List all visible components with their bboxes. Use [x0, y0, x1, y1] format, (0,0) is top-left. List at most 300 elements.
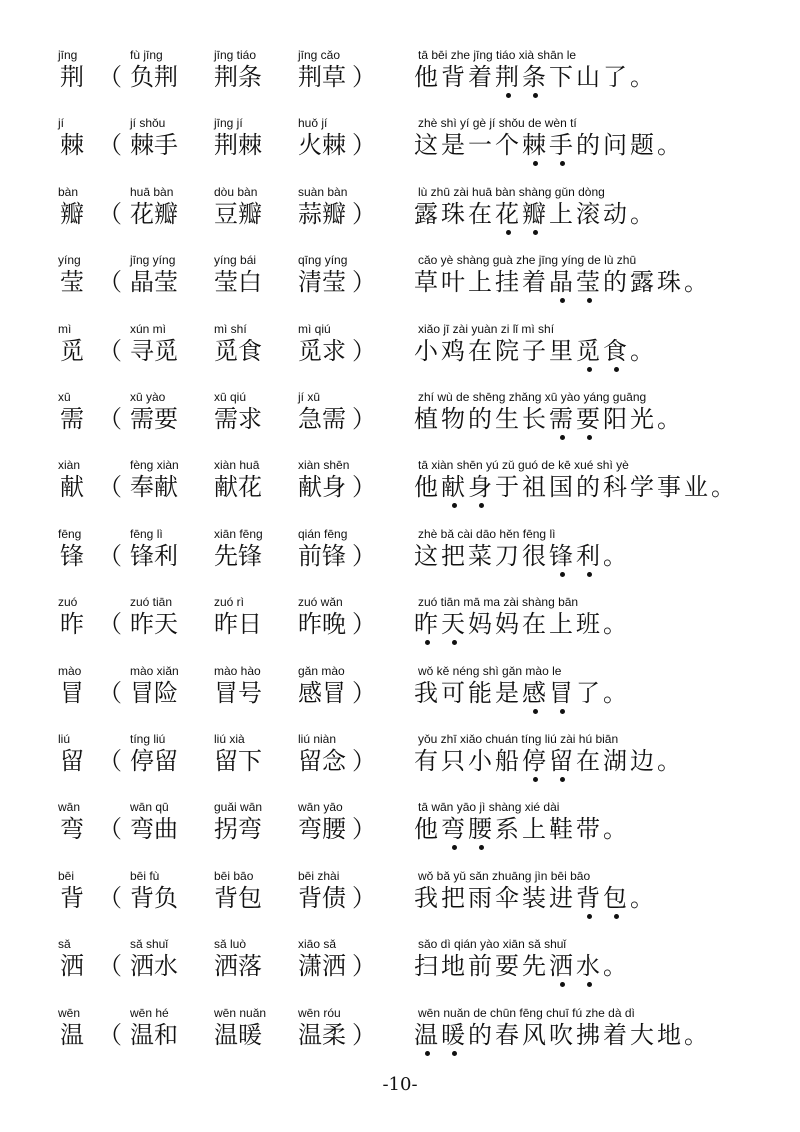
sentence-char: 瓣 [522, 199, 549, 228]
sentence-char: 。 [657, 131, 684, 160]
sentence-char: 只 [441, 747, 468, 775]
open-paren: （ [98, 63, 122, 91]
char-pinyin: xū [58, 390, 71, 404]
sentence-char: 这 [414, 131, 441, 160]
sentence-char: 国 [549, 473, 576, 502]
sentence-char: 前 [468, 952, 495, 981]
word2-pinyin: xū qiú [214, 390, 247, 404]
word3-pinyin: suàn bàn [298, 184, 348, 199]
sentence-pinyin: tā xiàn shēn yú zǔ guó de kē xué shì yè [418, 458, 629, 473]
sentence-char: 是 [441, 131, 468, 160]
word2: 背包 [214, 883, 262, 912]
word1-pinyin: xún mì [130, 321, 167, 336]
sentence-char: 业 [684, 473, 711, 502]
sentence-char: 冒 [549, 678, 576, 707]
word3-pinyin: bēi zhài [298, 868, 340, 883]
sentence-char: 荆 [495, 63, 522, 91]
close-paren: ） [352, 63, 376, 91]
target-character: 冒 [60, 678, 84, 707]
sentence-char: 。 [630, 63, 657, 91]
word3-pinyin: jīng cǎo [298, 48, 341, 62]
example-sentence [414, 404, 684, 434]
sentence-pinyin: tā bēi zhe jīng tiáo xià shān le [418, 48, 577, 62]
sentence-char: 植 [414, 405, 441, 433]
vocab-row [0, 322, 800, 390]
sentence-char: 露 [630, 268, 657, 297]
sentence-char: 着 [603, 1020, 630, 1049]
sentence-char: 伞 [495, 883, 522, 912]
example-sentence [414, 267, 711, 297]
word1-pinyin: bēi fù [130, 868, 160, 883]
sentence-char: 的 [603, 268, 630, 297]
close-paren: ） [352, 952, 376, 981]
sentence-char: 停 [522, 747, 549, 775]
vocab-row [0, 390, 800, 458]
sentence-char: 我 [414, 678, 441, 707]
sentence-char: 着 [522, 268, 549, 297]
word1: 温和 [130, 1020, 178, 1049]
sentence-char: 地 [441, 952, 468, 981]
sentence-char: 在 [468, 336, 495, 365]
sentence-char: 船 [495, 747, 522, 775]
word2-pinyin: yíng bái [214, 253, 257, 268]
word3-pinyin: qián fēng [298, 526, 348, 541]
word2-pinyin: sǎ luò [214, 937, 247, 952]
sentence-char: 装 [522, 883, 549, 912]
open-paren: （ [98, 1020, 122, 1049]
sentence-char: 妈 [468, 610, 495, 639]
word1: 奉献 [130, 473, 178, 502]
open-paren: （ [98, 678, 122, 707]
sentence-char: 包 [603, 883, 630, 912]
word1-pinyin: jí shǒu [130, 116, 166, 131]
target-character: 昨 [60, 610, 84, 639]
close-paren: ） [352, 131, 376, 160]
vocab-row [0, 595, 800, 663]
word2-pinyin: jīng jí [214, 116, 243, 131]
sentence-char: 妈 [495, 610, 522, 639]
target-character: 瓣 [60, 199, 84, 228]
word3-pinyin: mì qiú [298, 321, 331, 336]
sentence-char: 刀 [495, 541, 522, 570]
word1-pinyin: sǎ shuǐ [130, 937, 169, 952]
sentence-char: 我 [414, 883, 441, 912]
open-paren: （ [98, 883, 122, 912]
sentence-char: 手 [549, 131, 576, 160]
target-character: 留 [60, 747, 84, 775]
example-sentence [414, 541, 630, 571]
sentence-char: 。 [684, 1020, 711, 1049]
sentence-char: 阳 [603, 405, 630, 433]
open-paren: （ [98, 541, 122, 570]
sentence-char: 珠 [441, 199, 468, 228]
word3: 火棘 [298, 131, 346, 160]
close-paren: ） [352, 678, 376, 707]
sentence-char: 小 [414, 336, 441, 365]
sentence-char: 带 [576, 815, 603, 844]
sentence-char: 挂 [495, 268, 522, 297]
example-sentence [414, 609, 630, 639]
word2: 洒落 [214, 952, 262, 981]
word2: 荆棘 [214, 131, 262, 160]
close-paren: ） [352, 1020, 376, 1049]
sentence-char: 了 [576, 678, 603, 707]
word1-pinyin: xū yào [130, 390, 166, 404]
char-pinyin: mào [58, 663, 82, 678]
word1: 冒险 [130, 678, 178, 707]
sentence-char: 鞋 [549, 815, 576, 844]
char-pinyin: zuó [58, 595, 78, 610]
word2: 豆瓣 [214, 199, 262, 228]
word2: 先锋 [214, 541, 262, 570]
vocab-row [0, 869, 800, 937]
char-pinyin: xiàn [58, 458, 81, 473]
target-character: 觅 [60, 336, 84, 365]
example-sentence [414, 678, 630, 708]
word2-pinyin: dòu bàn [214, 184, 258, 199]
sentence-char: 科 [603, 473, 630, 502]
vocab-row [0, 937, 800, 1005]
word3-pinyin: qīng yíng [298, 253, 348, 268]
close-paren: ） [352, 268, 376, 297]
sentence-char: 。 [603, 610, 630, 639]
word3-pinyin: liú niàn [298, 732, 337, 746]
close-paren: ） [352, 336, 376, 365]
sentence-char: 雨 [468, 883, 495, 912]
sentence-char: 在 [576, 747, 603, 775]
sentence-char: 利 [576, 541, 603, 570]
sentence-char: 。 [657, 405, 684, 433]
word2-pinyin: mì shí [214, 321, 247, 336]
sentence-char: 事 [657, 473, 684, 502]
word3-pinyin: gǎn mào [298, 663, 345, 678]
sentence-char: 。 [630, 336, 657, 365]
target-character: 需 [60, 405, 84, 433]
sentence-char: 长 [522, 405, 549, 433]
word3-pinyin: zuó wǎn [298, 595, 343, 610]
example-sentence [414, 1020, 711, 1050]
sentence-char: 锋 [549, 541, 576, 570]
sentence-pinyin: xiǎo jī zài yuàn zi lǐ mì shí [418, 321, 555, 336]
word2: 温暖 [214, 1020, 262, 1049]
sentence-char: 洒 [549, 952, 576, 981]
sentence-char: 拂 [576, 1020, 603, 1049]
sentence-char: 。 [603, 541, 630, 570]
word3: 蒜瓣 [298, 199, 346, 228]
sentence-char: 露 [414, 199, 441, 228]
sentence-pinyin: lù zhū zài huā bàn shàng gǔn dòng [418, 184, 605, 199]
sentence-char: 花 [495, 199, 522, 228]
vocab-row [0, 253, 800, 321]
word1-pinyin: fù jīng [130, 48, 163, 62]
vocab-row [0, 116, 800, 184]
word2: 莹白 [214, 268, 262, 297]
word2-pinyin: mào hào [214, 663, 261, 678]
char-pinyin: wēn [58, 1005, 81, 1020]
target-character: 棘 [60, 131, 84, 160]
sentence-pinyin: wēn nuǎn de chūn fēng chuī fú zhe dà dì [418, 1005, 635, 1020]
sentence-char: 上 [522, 815, 549, 844]
sentence-pinyin: wǒ kě néng shì gǎn mào le [418, 663, 562, 678]
close-paren: ） [352, 541, 376, 570]
word3: 潇洒 [298, 952, 346, 981]
example-sentence [414, 472, 738, 502]
sentence-char: 很 [522, 541, 549, 570]
sentence-char: 水 [576, 952, 603, 981]
word3-pinyin: huǒ jí [298, 116, 328, 131]
open-paren: （ [98, 473, 122, 502]
sentence-char: 晶 [549, 268, 576, 297]
sentence-char: 昨 [414, 610, 441, 639]
sentence-char: 个 [495, 131, 522, 160]
sentence-char: 菜 [468, 541, 495, 570]
example-sentence [414, 746, 684, 776]
sentence-pinyin: zhí wù de shēng zhǎng xū yào yáng guāng [418, 390, 647, 404]
sentence-char: 。 [711, 473, 738, 502]
word2-pinyin: jīng tiáo [214, 48, 257, 62]
word3: 感冒 [298, 678, 346, 707]
sentence-char: 。 [603, 678, 630, 707]
sentence-char: 棘 [522, 131, 549, 160]
sentence-char: 风 [522, 1020, 549, 1049]
sentence-char: 下 [549, 63, 576, 91]
vocab-row [0, 458, 800, 526]
sentence-char: 要 [576, 405, 603, 433]
sentence-char: 身 [468, 473, 495, 502]
word2-pinyin: xiàn huā [214, 458, 260, 473]
example-sentence [414, 62, 657, 92]
vocab-row [0, 1006, 800, 1074]
sentence-char: 小 [468, 747, 495, 775]
sentence-char: 是 [495, 678, 522, 707]
word1: 昨天 [130, 610, 178, 639]
sentence-char: 他 [414, 473, 441, 502]
sentence-pinyin: wǒ bǎ yǔ sǎn zhuāng jìn bēi bāo [418, 868, 591, 883]
sentence-char: 了 [603, 63, 630, 91]
sentence-char: 他 [414, 815, 441, 844]
sentence-char: 。 [603, 815, 630, 844]
char-pinyin: mì [58, 321, 72, 336]
word1-pinyin: wān qū [130, 800, 169, 815]
word1: 寻觅 [130, 336, 178, 365]
sentence-char: 先 [522, 952, 549, 981]
word2: 昨日 [214, 610, 262, 639]
sentence-char: 于 [495, 473, 522, 502]
sentence-pinyin: zhè shì yí gè jí shǒu de wèn tí [418, 116, 577, 131]
sentence-char: 。 [630, 883, 657, 912]
vocab-row [0, 185, 800, 253]
sentence-char: 的 [576, 131, 603, 160]
word1: 棘手 [130, 131, 178, 160]
word2-pinyin: bēi bāo [214, 868, 254, 883]
word2: 冒号 [214, 678, 262, 707]
sentence-char: 背 [441, 63, 468, 91]
sentence-char: 吹 [549, 1020, 576, 1049]
word1-pinyin: wēn hé [130, 1005, 169, 1020]
word2-pinyin: wēn nuǎn [214, 1005, 267, 1020]
word3: 前锋 [298, 541, 346, 570]
sentence-char: 鸡 [441, 336, 468, 365]
sentence-char: 他 [414, 63, 441, 91]
sentence-char: 。 [603, 952, 630, 981]
word3: 急需 [298, 405, 346, 433]
target-character: 献 [60, 473, 84, 502]
word1-pinyin: huā bàn [130, 184, 174, 199]
char-pinyin: yíng [58, 253, 81, 268]
sentence-char: 。 [630, 199, 657, 228]
sentence-char: 的 [468, 1020, 495, 1049]
word3: 昨晚 [298, 610, 346, 639]
word2: 留下 [214, 747, 262, 775]
word3: 献身 [298, 473, 346, 502]
open-paren: （ [98, 610, 122, 639]
target-character: 背 [60, 883, 84, 912]
vocab-row [0, 800, 800, 868]
word3-pinyin: xiāo sǎ [298, 937, 337, 952]
sentence-char: 叶 [441, 268, 468, 297]
sentence-char: 上 [468, 268, 495, 297]
sentence-char: 边 [630, 747, 657, 775]
char-pinyin: wān [58, 800, 81, 815]
word3: 清莹 [298, 268, 346, 297]
target-character: 荆 [60, 63, 84, 91]
sentence-pinyin: cǎo yè shàng guà zhe jīng yíng de lù zhū [418, 253, 637, 268]
target-character: 洒 [60, 952, 84, 981]
word2: 觅食 [214, 336, 262, 365]
target-character: 温 [60, 1020, 84, 1049]
char-pinyin: jí [58, 116, 64, 131]
sentence-char: 湖 [603, 747, 630, 775]
sentence-pinyin: zuó tiān mā ma zài shàng bān [418, 595, 579, 610]
open-paren: （ [98, 815, 122, 844]
sentence-char: 滚 [576, 199, 603, 228]
vocab-row [0, 732, 800, 800]
sentence-char: 有 [414, 747, 441, 775]
sentence-char: 题 [630, 131, 657, 160]
word2: 需求 [214, 405, 262, 433]
sentence-char: 把 [441, 883, 468, 912]
sentence-char: 系 [495, 815, 522, 844]
char-pinyin: liú [58, 732, 71, 746]
sentence-char: 在 [468, 199, 495, 228]
sentence-char: 进 [549, 883, 576, 912]
sentence-char: 着 [468, 63, 495, 91]
sentence-char: 。 [684, 268, 711, 297]
sentence-char: 温 [414, 1020, 441, 1049]
sentence-char: 把 [441, 541, 468, 570]
sentence-char: 山 [576, 63, 603, 91]
char-pinyin: bàn [58, 184, 79, 199]
word3: 荆草 [298, 63, 346, 91]
sentence-pinyin: sǎo dì qián yào xiān sǎ shuǐ [418, 937, 567, 952]
sentence-char: 祖 [522, 473, 549, 502]
sentence-char: 可 [441, 678, 468, 707]
sentence-char: 的 [576, 473, 603, 502]
word2: 拐弯 [214, 815, 262, 844]
sentence-char: 生 [495, 405, 522, 433]
word1: 背负 [130, 883, 178, 912]
word3-pinyin: xiàn shēn [298, 458, 350, 473]
word2: 荆条 [214, 63, 262, 91]
vocab-row [0, 664, 800, 732]
sentence-char: 天 [441, 610, 468, 639]
sentence-char: 扫 [414, 952, 441, 981]
word3-pinyin: wēn róu [298, 1005, 341, 1020]
target-character: 莹 [60, 268, 84, 297]
close-paren: ） [352, 815, 376, 844]
example-sentence [414, 883, 657, 913]
sentence-char: 食 [603, 336, 630, 365]
word1: 花瓣 [130, 199, 178, 228]
close-paren: ） [352, 405, 376, 433]
open-paren: （ [98, 199, 122, 228]
sentence-char: 春 [495, 1020, 522, 1049]
word2-pinyin: liú xià [214, 732, 245, 746]
page-number: -10- [382, 1074, 418, 1095]
sentence-char: 里 [549, 336, 576, 365]
word1-pinyin: zuó tiān [130, 595, 173, 610]
open-paren: （ [98, 336, 122, 365]
sentence-char: 觅 [576, 336, 603, 365]
sentence-char: 条 [522, 63, 549, 91]
sentence-char: 留 [549, 747, 576, 775]
word1: 需要 [130, 405, 178, 433]
sentence-char: 背 [576, 883, 603, 912]
word3: 留念 [298, 747, 346, 775]
open-paren: （ [98, 952, 122, 981]
sentence-pinyin: zhè bǎ cài dāo hěn fēng lì [418, 526, 556, 541]
sentence-char: 的 [468, 405, 495, 433]
sentence-char: 需 [549, 405, 576, 433]
sentence-pinyin: yǒu zhī xiǎo chuán tíng liú zài hú biān [418, 732, 619, 746]
word1-pinyin: fēng lì [130, 526, 163, 541]
word2-pinyin: zuó rì [214, 595, 245, 610]
char-pinyin: bēi [58, 868, 75, 883]
word1: 洒水 [130, 952, 178, 981]
char-pinyin: fēng [58, 526, 82, 541]
word1-pinyin: mào xiǎn [130, 663, 179, 678]
word3: 温柔 [298, 1020, 346, 1049]
word1: 停留 [130, 747, 178, 775]
target-character: 弯 [60, 815, 84, 844]
sentence-char: 班 [576, 610, 603, 639]
close-paren: ） [352, 199, 376, 228]
sentence-char: 上 [549, 199, 576, 228]
word3: 觅求 [298, 336, 346, 365]
sentence-char: 光 [630, 405, 657, 433]
sentence-char: 子 [522, 336, 549, 365]
sentence-char: 动 [603, 199, 630, 228]
sentence-char: 感 [522, 678, 549, 707]
close-paren: ） [352, 747, 376, 775]
word2-pinyin: xiān fēng [214, 526, 263, 541]
sentence-char: 珠 [657, 268, 684, 297]
target-character: 锋 [60, 541, 84, 570]
word3-pinyin: wān yāo [298, 800, 343, 815]
word2: 献花 [214, 473, 262, 502]
word1: 晶莹 [130, 268, 178, 297]
sentence-char: 暖 [441, 1020, 468, 1049]
sentence-char: 地 [657, 1020, 684, 1049]
close-paren: ） [352, 473, 376, 502]
sentence-char: 这 [414, 541, 441, 570]
sentence-char: 学 [630, 473, 657, 502]
sentence-char: 要 [495, 952, 522, 981]
char-pinyin: sǎ [58, 937, 71, 952]
sentence-char: 物 [441, 405, 468, 433]
word1-pinyin: jīng yíng [130, 253, 176, 268]
open-paren: （ [98, 268, 122, 297]
